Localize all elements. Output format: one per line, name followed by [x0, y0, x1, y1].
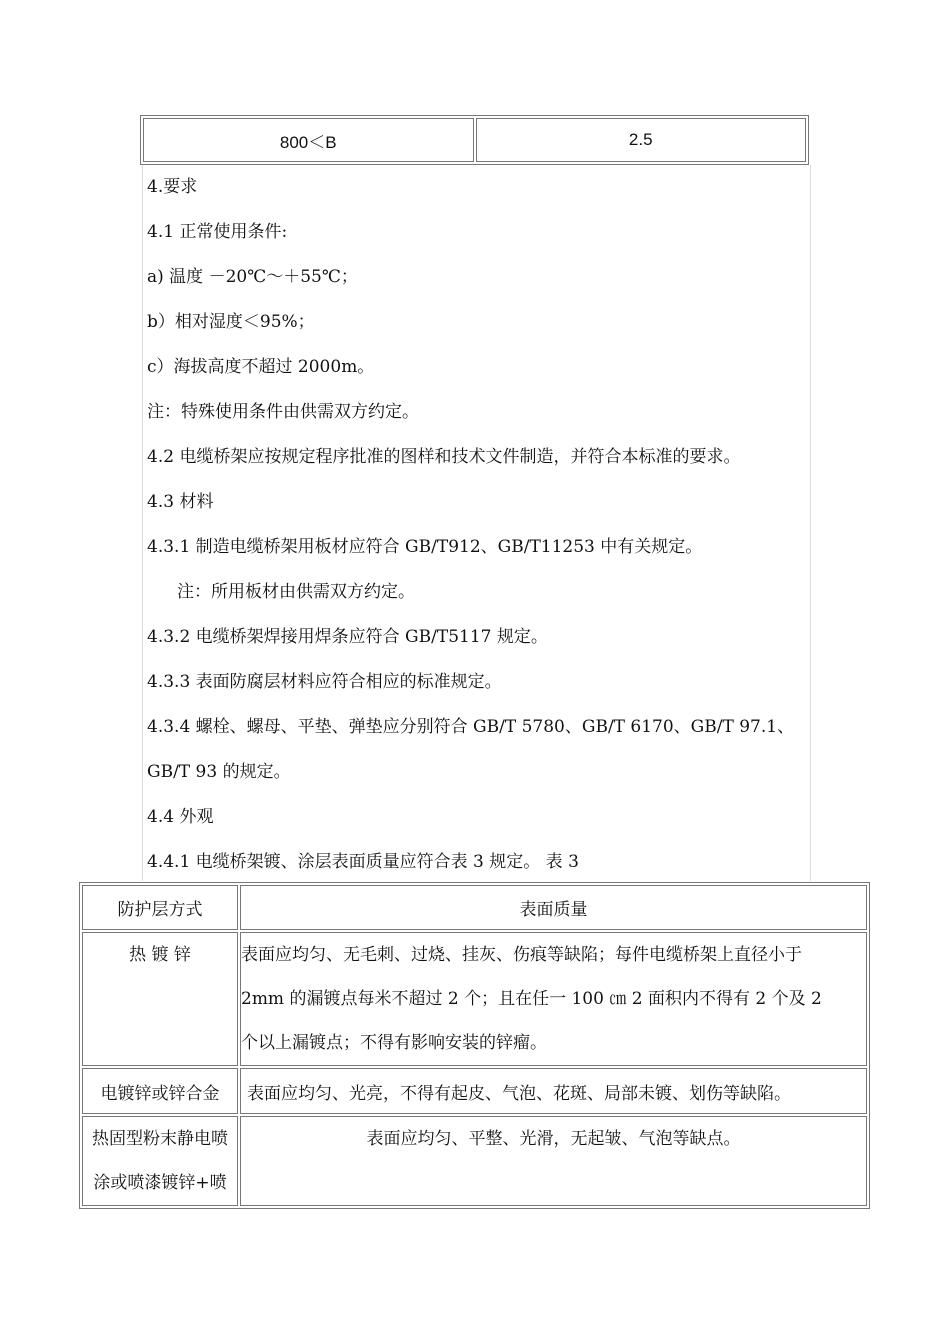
note-line: 注：所用板材由供需双方约定。	[177, 582, 415, 602]
cell-text: 电镀锌或锌合金	[100, 1083, 220, 1104]
cell-text: 热固型粉末静电喷	[92, 1129, 228, 1149]
paragraph-line: c）海拔高度不超过 2000m。	[147, 357, 375, 377]
paragraph-line: 4.2 电缆桥架应按规定程序批准的图样和技术文件制造，并符合本标准的要求。	[147, 447, 741, 467]
cell-text: 个以上漏镀点；不得有影响安装的锌瘤。	[241, 1033, 547, 1053]
table-cell	[82, 1116, 238, 1206]
table-row	[82, 1068, 867, 1114]
cell-text: 2mm 的漏镀点每米不超过 2 个；且在任一 100 ㎝ 2 面积内不得有 2 个及 2	[241, 989, 822, 1009]
paragraph-line: 4.3.4 螺栓、螺母、平垫、弹垫应分别符合 GB/T 5780、GB/T 6170、GB/T 97.1、	[147, 717, 795, 737]
table-cell: 2.5	[476, 118, 807, 162]
table-header-row	[82, 885, 867, 930]
paragraph-line: 4.4.1 电缆桥架镀、涂层表面质量应符合表 3 规定。 表 3	[147, 852, 579, 872]
section-heading: 4.1 正常使用条件:	[147, 222, 288, 242]
table-cell	[240, 1068, 867, 1114]
top-table	[140, 115, 809, 165]
paragraph-line: GB/T 93 的规定。	[147, 762, 291, 782]
cell-text: 表面应均匀、平整、光滑，无起皱、气泡等缺点。	[366, 1129, 741, 1149]
paragraph-line: b）相对湿度＜95%；	[147, 312, 315, 332]
paragraph-line: 4.3.2 电缆桥架焊接用焊条应符合 GB/T5117 规定。	[147, 627, 548, 647]
column-header: 防护层方式	[82, 885, 238, 930]
table-row	[82, 1116, 867, 1206]
table-cell	[240, 932, 867, 1066]
table-3	[79, 882, 870, 1209]
table-cell	[82, 1068, 238, 1114]
paragraph-line: a) 温度 －20℃～＋55℃；	[147, 267, 358, 287]
cell-text: 表面应均匀、光亮，不得有起皮、气泡、花斑、局部未镀、划伤等缺陷。	[247, 1083, 791, 1104]
cell-text: 热 镀 锌	[129, 945, 191, 965]
section-heading: 4.要求	[147, 177, 198, 197]
body-text-block	[142, 165, 811, 881]
paragraph-line: 4.3.1 制造电缆桥架用板材应符合 GB/T912、GB/T11253 中有关规定。	[147, 537, 703, 557]
table-row	[143, 118, 806, 162]
table-cell	[82, 932, 238, 1066]
section-heading: 4.3 材料	[147, 492, 214, 512]
column-header: 表面质量	[240, 885, 867, 930]
paragraph-line: 4.3.3 表面防腐层材料应符合相应的标准规定。	[147, 672, 502, 692]
section-heading: 4.4 外观	[147, 807, 214, 827]
note-line: 注：特殊使用条件由供需双方约定。	[147, 402, 419, 422]
table-cell: 800＜B	[143, 118, 474, 162]
table-cell	[240, 1116, 867, 1206]
cell-text: 表面应均匀、无毛刺、过烧、挂灰、伤痕等缺陷；每件电缆桥架上直径小于	[241, 945, 802, 965]
cell-text: 涂或喷漆镀锌+喷	[93, 1173, 227, 1193]
table-row	[82, 932, 867, 1066]
